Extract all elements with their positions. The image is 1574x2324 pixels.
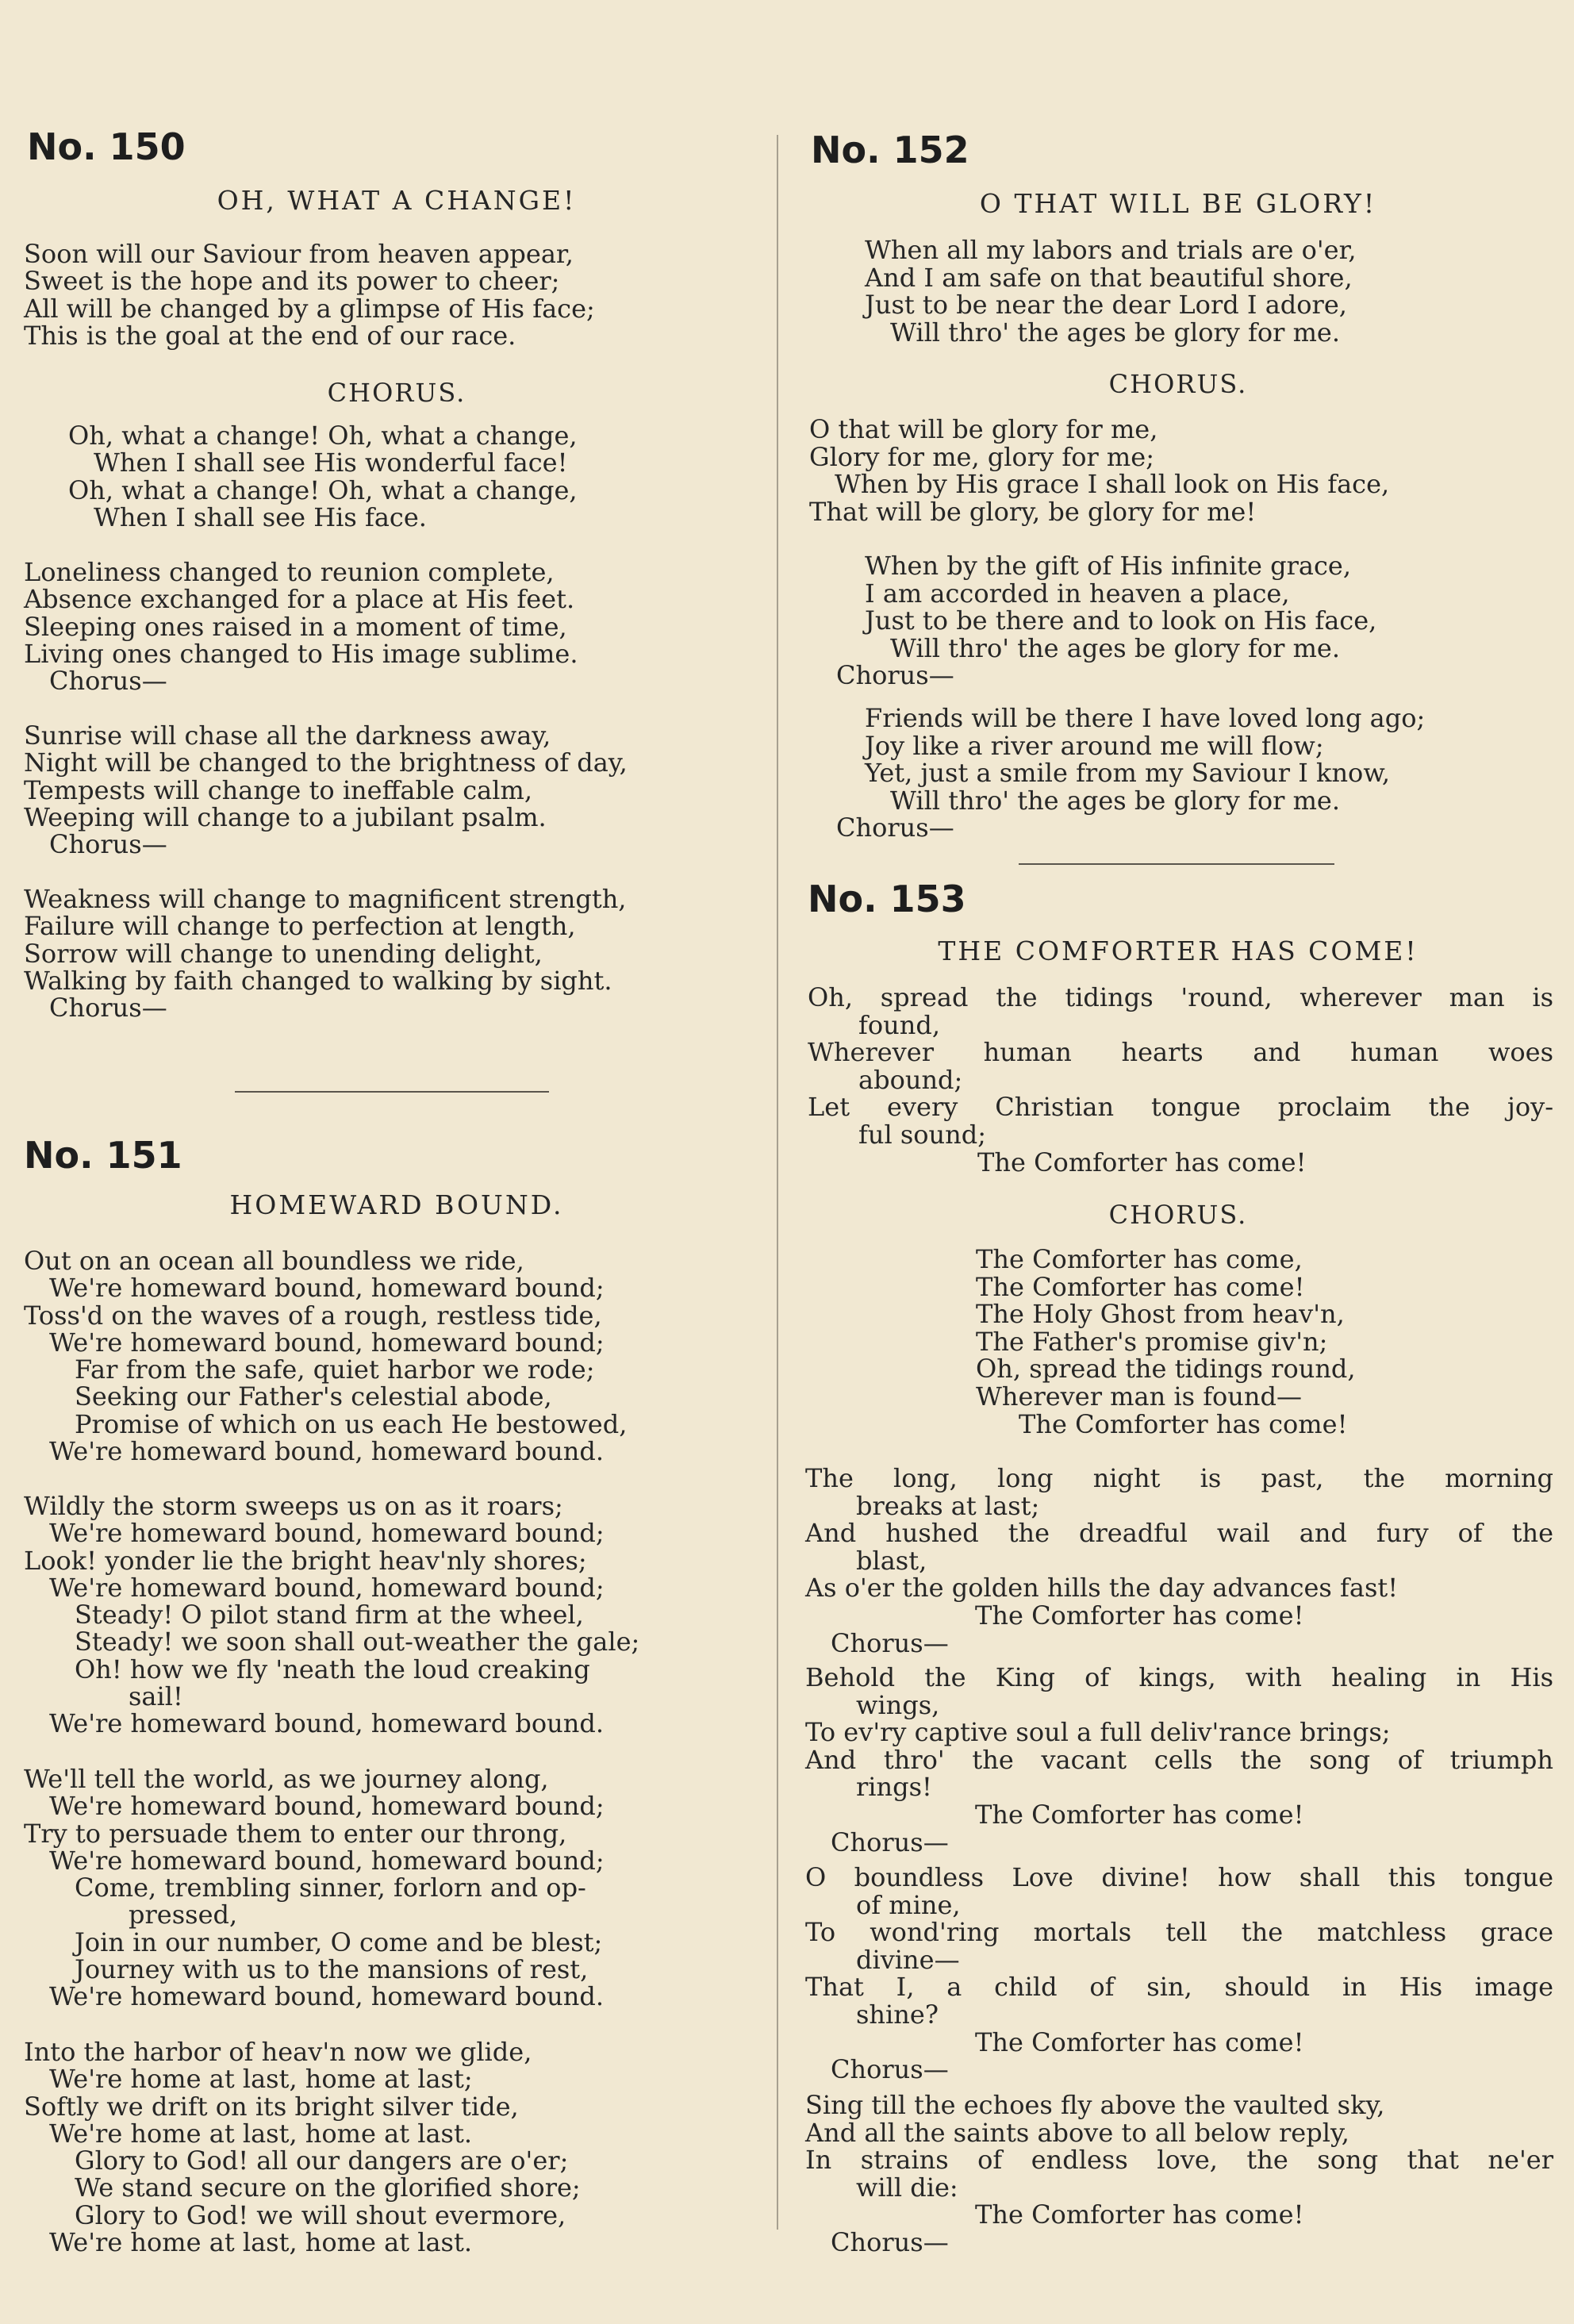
chorus-ref: Chorus— xyxy=(831,1627,949,1658)
verse-line: We're homeward bound, homeward bound; xyxy=(49,1791,605,1822)
verse-line: will die: xyxy=(856,2172,958,2203)
verse-line: Tempests will change to ineffable calm, xyxy=(24,774,532,805)
chorus-line: O that will be glory for me, xyxy=(809,414,1158,444)
verse-line: Sing till the echoes fly above the vaulted sky, xyxy=(805,2090,1385,2120)
verse-line: And I am safe on that beautiful shore, xyxy=(865,262,1353,293)
verse-line: The Comforter has come! xyxy=(975,2199,1304,2230)
verse-line: Failure will change to perfection at length, xyxy=(24,911,576,942)
verse-line: We stand secure on the glorified shore; xyxy=(75,2172,581,2203)
verse-line: Weeping will change to a jubilant psalm. xyxy=(24,801,547,832)
verse-line: I am accorded in heaven a place, xyxy=(865,578,1290,609)
verse xyxy=(24,2038,770,2256)
verse-line: We're home at last, home at last; xyxy=(49,2064,473,2095)
verse-line: pressed, xyxy=(129,1900,238,1930)
hymn-number: No. 152 xyxy=(811,129,969,171)
verse-line: We're home at last, home at last. xyxy=(49,2227,472,2258)
verse-line: When by the gift of His infinite grace, xyxy=(865,551,1352,581)
verse-line: O boundless Love divine! how shall this tongue xyxy=(805,1862,1553,1892)
verse-line: Soon will our Saviour from heaven appear, xyxy=(24,239,574,269)
chorus-line: Glory for me, glory for me; xyxy=(809,441,1154,472)
verse-line: Sweet is the hope and its power to cheer; xyxy=(24,266,560,297)
hymn-number: No. 150 xyxy=(27,125,186,168)
verse-line: Sunrise will chase all the darkness away, xyxy=(24,720,551,751)
verse-line: And all the saints above to all below reply, xyxy=(805,2117,1349,2148)
hymn-title: THE COMFORTER HAS COME! xyxy=(938,935,1419,966)
verse-line: Absence exchanged for a place at His feet. xyxy=(24,584,575,615)
verse-line: In strains of endless love, the song that ne'er xyxy=(805,2145,1553,2176)
chorus-line: Oh, what a change! Oh, what a change, xyxy=(68,421,578,451)
chorus xyxy=(68,422,814,531)
verse-line: Will thro' the ages be glory for me. xyxy=(890,632,1341,663)
verse-line: Join in our number, O come and be blest; xyxy=(75,1926,603,1957)
verse-line: abound; xyxy=(858,1064,963,1095)
verse-line: Glory to God! all our dangers are o'er; xyxy=(75,2145,569,2176)
verse-line: And hushed the dreadful wail and fury of the xyxy=(805,1518,1553,1549)
verse-line: Steady! O pilot stand firm at the wheel, xyxy=(75,1600,584,1631)
verse xyxy=(805,2092,1553,2257)
verse-line: shine? xyxy=(856,1999,939,2030)
verse-line: Wildly the storm sweeps us on as it roars; xyxy=(24,1491,563,1521)
verse-line: Try to persuade them to enter our throng, xyxy=(24,1818,567,1849)
verse-line: Walking by faith changed to walking by sight. xyxy=(24,965,612,996)
verse-line: Let every Christian tongue proclaim the joy- xyxy=(808,1092,1553,1123)
chorus-ref: Chorus— xyxy=(831,1827,949,1857)
verse-line: Look! yonder lie the bright heav'nly shores; xyxy=(24,1545,587,1576)
verse-line: We're homeward bound, homeward bound; xyxy=(49,1845,605,1876)
hymn-number: No. 151 xyxy=(24,1134,182,1177)
verse-line: When all my labors and trials are o'er, xyxy=(865,235,1357,265)
chorus-line: The Comforter has come! xyxy=(976,1271,1305,1302)
hymn-number: No. 153 xyxy=(808,878,966,920)
verse xyxy=(24,240,770,349)
verse-line: ful sound; xyxy=(858,1119,987,1150)
verse-line: We're homeward bound, homeward bound; xyxy=(49,1327,605,1358)
verse-line: Friends will be there I have loved long ago; xyxy=(865,703,1426,733)
verse-line: divine— xyxy=(856,1944,960,1975)
hymn-title: O THAT WILL BE GLORY! xyxy=(979,188,1377,219)
verse-line: Journey with us to the mansions of rest, xyxy=(75,1954,589,1985)
verse-line: We'll tell the world, as we journey along, xyxy=(24,1764,549,1794)
verse-line: of mine, xyxy=(856,1889,961,1920)
verse-line: breaks at last; xyxy=(856,1490,1040,1521)
hymn-separator xyxy=(1019,863,1334,865)
verse-line: We're homeward bound, homeward bound. xyxy=(49,1436,604,1467)
verse-line: We're homeward bound, homeward bound. xyxy=(49,1708,604,1739)
verse-line: The long, long night is past, the morning xyxy=(805,1463,1553,1493)
verse-line: Far from the safe, quiet harbor we rode; xyxy=(75,1354,595,1385)
chorus-label: CHORUS. xyxy=(327,378,466,408)
chorus-ref: Chorus— xyxy=(836,812,954,843)
chorus-label: CHORUS. xyxy=(1108,1200,1248,1230)
chorus-line: When I shall see His wonderful face! xyxy=(94,448,568,478)
verse-line: Toss'd on the waves of a rough, restless tide, xyxy=(24,1300,602,1331)
chorus-line: That will be glory, be glory for me! xyxy=(809,496,1257,527)
verse-line: We're homeward bound, homeward bound; xyxy=(49,1273,605,1304)
chorus-line: When by His grace I shall look on His face, xyxy=(835,469,1390,500)
verse-line: To ev'ry captive soul a full deliv'rance brings; xyxy=(805,1717,1391,1748)
chorus xyxy=(976,1246,1574,1438)
verse xyxy=(24,884,770,1024)
verse-line: Behold the King of kings, with healing in His xyxy=(805,1662,1553,1692)
verse-line: That I, a child of sin, should in His image xyxy=(805,1972,1553,2003)
verse xyxy=(836,551,1574,691)
verse-line: found, xyxy=(858,1009,940,1040)
verse-line: Night will be changed to the brightness of day, xyxy=(24,747,628,778)
verse-line: We're homeward bound, homeward bound; xyxy=(49,1572,605,1603)
verse-line: Living ones changed to His image sublime. xyxy=(24,638,578,669)
verse-line: Seeking our Father's celestial abode, xyxy=(75,1381,552,1412)
verse xyxy=(805,1864,1553,2084)
chorus-label: CHORUS. xyxy=(1108,369,1248,399)
verse-line: Glory to God! we will shout evermore, xyxy=(75,2199,566,2230)
verse-line: Will thro' the ages be glory for me. xyxy=(890,785,1341,816)
chorus-line: Oh, spread the tidings round, xyxy=(976,1354,1356,1385)
verse-line: Promise of which on us each He bestowed, xyxy=(75,1408,628,1439)
chorus-ref: Chorus— xyxy=(831,2054,949,2085)
verse-line: rings! xyxy=(856,1772,932,1803)
verse-line: Steady! we soon shall out-weather the gale; xyxy=(75,1627,640,1658)
verse-line: The Comforter has come! xyxy=(975,1799,1304,1830)
verse-line: Into the harbor of heav'n now we glide, xyxy=(24,2037,532,2067)
verse-line: Out on an ocean all boundless we ride, xyxy=(24,1246,524,1276)
chorus-ref: Chorus— xyxy=(49,993,167,1024)
hymn-separator xyxy=(235,1091,549,1093)
chorus-line: Oh, what a change! Oh, what a change, xyxy=(68,474,578,505)
verse-line: And thro' the vacant cells the song of triumph xyxy=(805,1744,1553,1775)
chorus-ref: Chorus— xyxy=(49,829,167,860)
verse xyxy=(836,703,1574,843)
verse xyxy=(805,1664,1553,1856)
verse-line: We're homeward bound, homeward bound. xyxy=(49,1981,604,2012)
chorus xyxy=(809,416,1560,525)
verse-line: Oh! how we fly 'neath the loud creaking xyxy=(75,1654,590,1684)
verse xyxy=(24,1765,770,2011)
verse xyxy=(805,1465,1553,1657)
verse-line: Just to be there and to look on His face, xyxy=(865,605,1377,636)
verse-line: All will be changed by a glimpse of His face; xyxy=(24,293,595,324)
chorus-ref: Chorus— xyxy=(49,666,167,697)
verse-line: Yet, just a smile from my Saviour I know, xyxy=(865,758,1391,789)
verse-line: Come, trembling sinner, forlorn and op- xyxy=(75,1873,586,1903)
verse-line: To wond'ring mortals tell the matchless grace xyxy=(805,1917,1553,1948)
verse-line: As o'er the golden hills the day advances fast! xyxy=(805,1573,1399,1604)
verse-line: The Comforter has come! xyxy=(975,1600,1304,1631)
verse-line: wings, xyxy=(856,1689,940,1720)
verse-line: Just to be near the dear Lord I adore, xyxy=(865,290,1347,321)
verse xyxy=(24,722,770,858)
verse-line: Will thro' the ages be glory for me. xyxy=(890,317,1341,348)
verse-line: sail! xyxy=(129,1681,183,1712)
verse-line: Oh, spread the tidings 'round, wherever man is xyxy=(808,982,1553,1012)
chorus-ref: Chorus— xyxy=(831,2226,949,2257)
verse-line: Sleeping ones raised in a moment of time, xyxy=(24,611,567,642)
verse-line: The Comforter has come! xyxy=(975,2026,1304,2057)
verse xyxy=(24,1247,770,1465)
hymn-title: OH, WHAT A CHANGE! xyxy=(217,185,577,216)
verse-line: Loneliness changed to reunion complete, xyxy=(24,557,555,587)
verse-line: We're home at last, home at last. xyxy=(49,2118,472,2149)
verse-line: Sorrow will change to unending delight, xyxy=(24,938,543,969)
verse-line: blast, xyxy=(856,1545,927,1576)
hymn-title: HOMEWARD BOUND. xyxy=(229,1189,564,1220)
chorus-line: The Comforter has come! xyxy=(1019,1408,1348,1439)
chorus-line: When I shall see His face. xyxy=(94,501,427,532)
chorus-ref: Chorus— xyxy=(836,660,954,691)
verse-line: Wherever human hearts and human woes xyxy=(808,1037,1553,1068)
verse-line: This is the goal at the end of our race. xyxy=(24,320,516,351)
chorus-line: The Father's promise giv'n; xyxy=(976,1326,1328,1357)
verse-line: Joy like a river around me will flow; xyxy=(865,730,1324,761)
chorus-line: The Comforter has come, xyxy=(976,1244,1303,1274)
verse-line: We're homeward bound, homeward bound; xyxy=(49,1518,605,1549)
verse xyxy=(24,557,770,697)
verse-line: The Comforter has come! xyxy=(977,1147,1307,1177)
verse xyxy=(808,984,1553,1176)
chorus-line: The Holy Ghost from heav'n, xyxy=(976,1299,1345,1330)
verse xyxy=(865,236,1574,346)
verse xyxy=(24,1492,770,1738)
verse-line: Softly we drift on its bright silver tide, xyxy=(24,2091,519,2122)
verse-line: Weakness will change to magnificent strength, xyxy=(24,884,627,914)
chorus-line: Wherever man is found— xyxy=(976,1381,1302,1412)
